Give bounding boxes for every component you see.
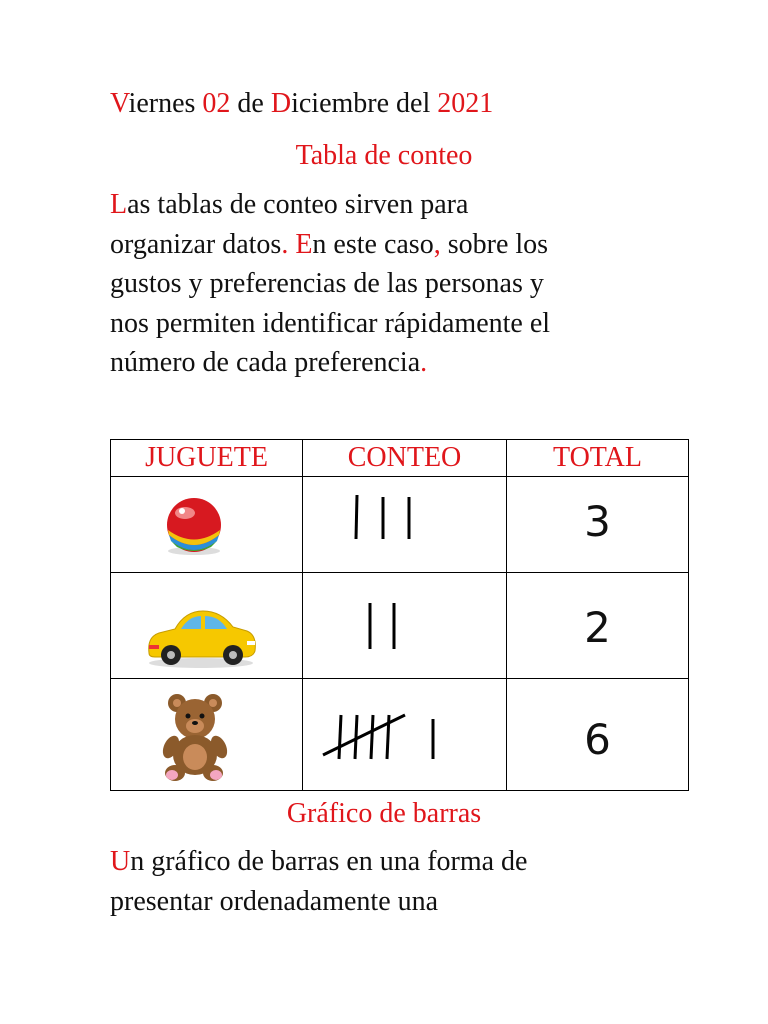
text-segment: L bbox=[110, 189, 128, 220]
tally-marks bbox=[358, 597, 438, 657]
paragraph-line bbox=[110, 343, 670, 383]
text-segment: n gráfico de barras en una forma de bbox=[130, 846, 528, 877]
tally-table bbox=[110, 439, 689, 791]
intro-paragraph bbox=[110, 185, 670, 383]
paragraph-line bbox=[110, 842, 670, 882]
tally-cell bbox=[303, 679, 507, 791]
table-row bbox=[111, 679, 689, 791]
toy-cell bbox=[111, 679, 303, 791]
table-header-row bbox=[111, 440, 689, 477]
paragraph-line bbox=[110, 882, 670, 922]
tally-marks bbox=[319, 707, 469, 767]
total-value: 2 bbox=[584, 603, 611, 652]
paragraph-line bbox=[110, 185, 670, 225]
ball-icon bbox=[159, 497, 229, 557]
text-segment: de bbox=[230, 88, 271, 119]
tally-cell bbox=[303, 477, 507, 573]
tally-cell bbox=[303, 573, 507, 679]
text-segment: gustos y preferencias de las personas y bbox=[110, 268, 544, 299]
tally-marks bbox=[343, 489, 463, 549]
text-segment: 2021 bbox=[437, 88, 494, 119]
paragraph-line bbox=[110, 304, 670, 344]
total-cell bbox=[507, 477, 689, 573]
text-segment: nos permiten identificar rápidamente el bbox=[110, 307, 551, 339]
text-segment: n este caso bbox=[312, 228, 434, 260]
paragraph-line bbox=[110, 264, 670, 304]
text-segment: . bbox=[420, 347, 428, 378]
text-segment: presentar ordenadamente una bbox=[110, 885, 439, 917]
date-line bbox=[110, 86, 493, 122]
toy-cell bbox=[111, 573, 303, 679]
total-value: 3 bbox=[584, 497, 611, 546]
header-total: TOTAL bbox=[507, 440, 689, 477]
text-segment: 02 bbox=[202, 88, 231, 119]
total-cell bbox=[507, 573, 689, 679]
total-value: 6 bbox=[584, 715, 611, 764]
total-cell bbox=[507, 679, 689, 791]
text-segment: , bbox=[433, 228, 441, 260]
teddy-bear-icon bbox=[155, 691, 235, 783]
text-segment: sobre los bbox=[440, 228, 549, 260]
header-toy: JUGUETE bbox=[111, 440, 303, 477]
text-segment: V bbox=[110, 88, 129, 119]
header-count: CONTEO bbox=[303, 440, 507, 477]
car-icon bbox=[141, 601, 261, 671]
section-title: Gráfico de barras bbox=[286, 798, 482, 829]
paragraph-line bbox=[110, 225, 670, 265]
table-row bbox=[111, 477, 689, 573]
text-segment: as tablas de conteo sirven para bbox=[127, 189, 469, 220]
toy-cell bbox=[111, 477, 303, 573]
text-segment: D bbox=[270, 88, 292, 119]
bar-chart-paragraph bbox=[110, 842, 670, 921]
text-segment: . E bbox=[281, 228, 313, 260]
page-title: Tabla de conteo bbox=[295, 140, 473, 171]
text-segment: iernes bbox=[128, 88, 203, 119]
text-segment: iciembre del bbox=[291, 88, 438, 119]
text-segment: U bbox=[110, 846, 131, 877]
text-segment: número de cada preferencia bbox=[110, 347, 421, 378]
table-row bbox=[111, 573, 689, 679]
text-segment: organizar datos bbox=[110, 228, 282, 260]
